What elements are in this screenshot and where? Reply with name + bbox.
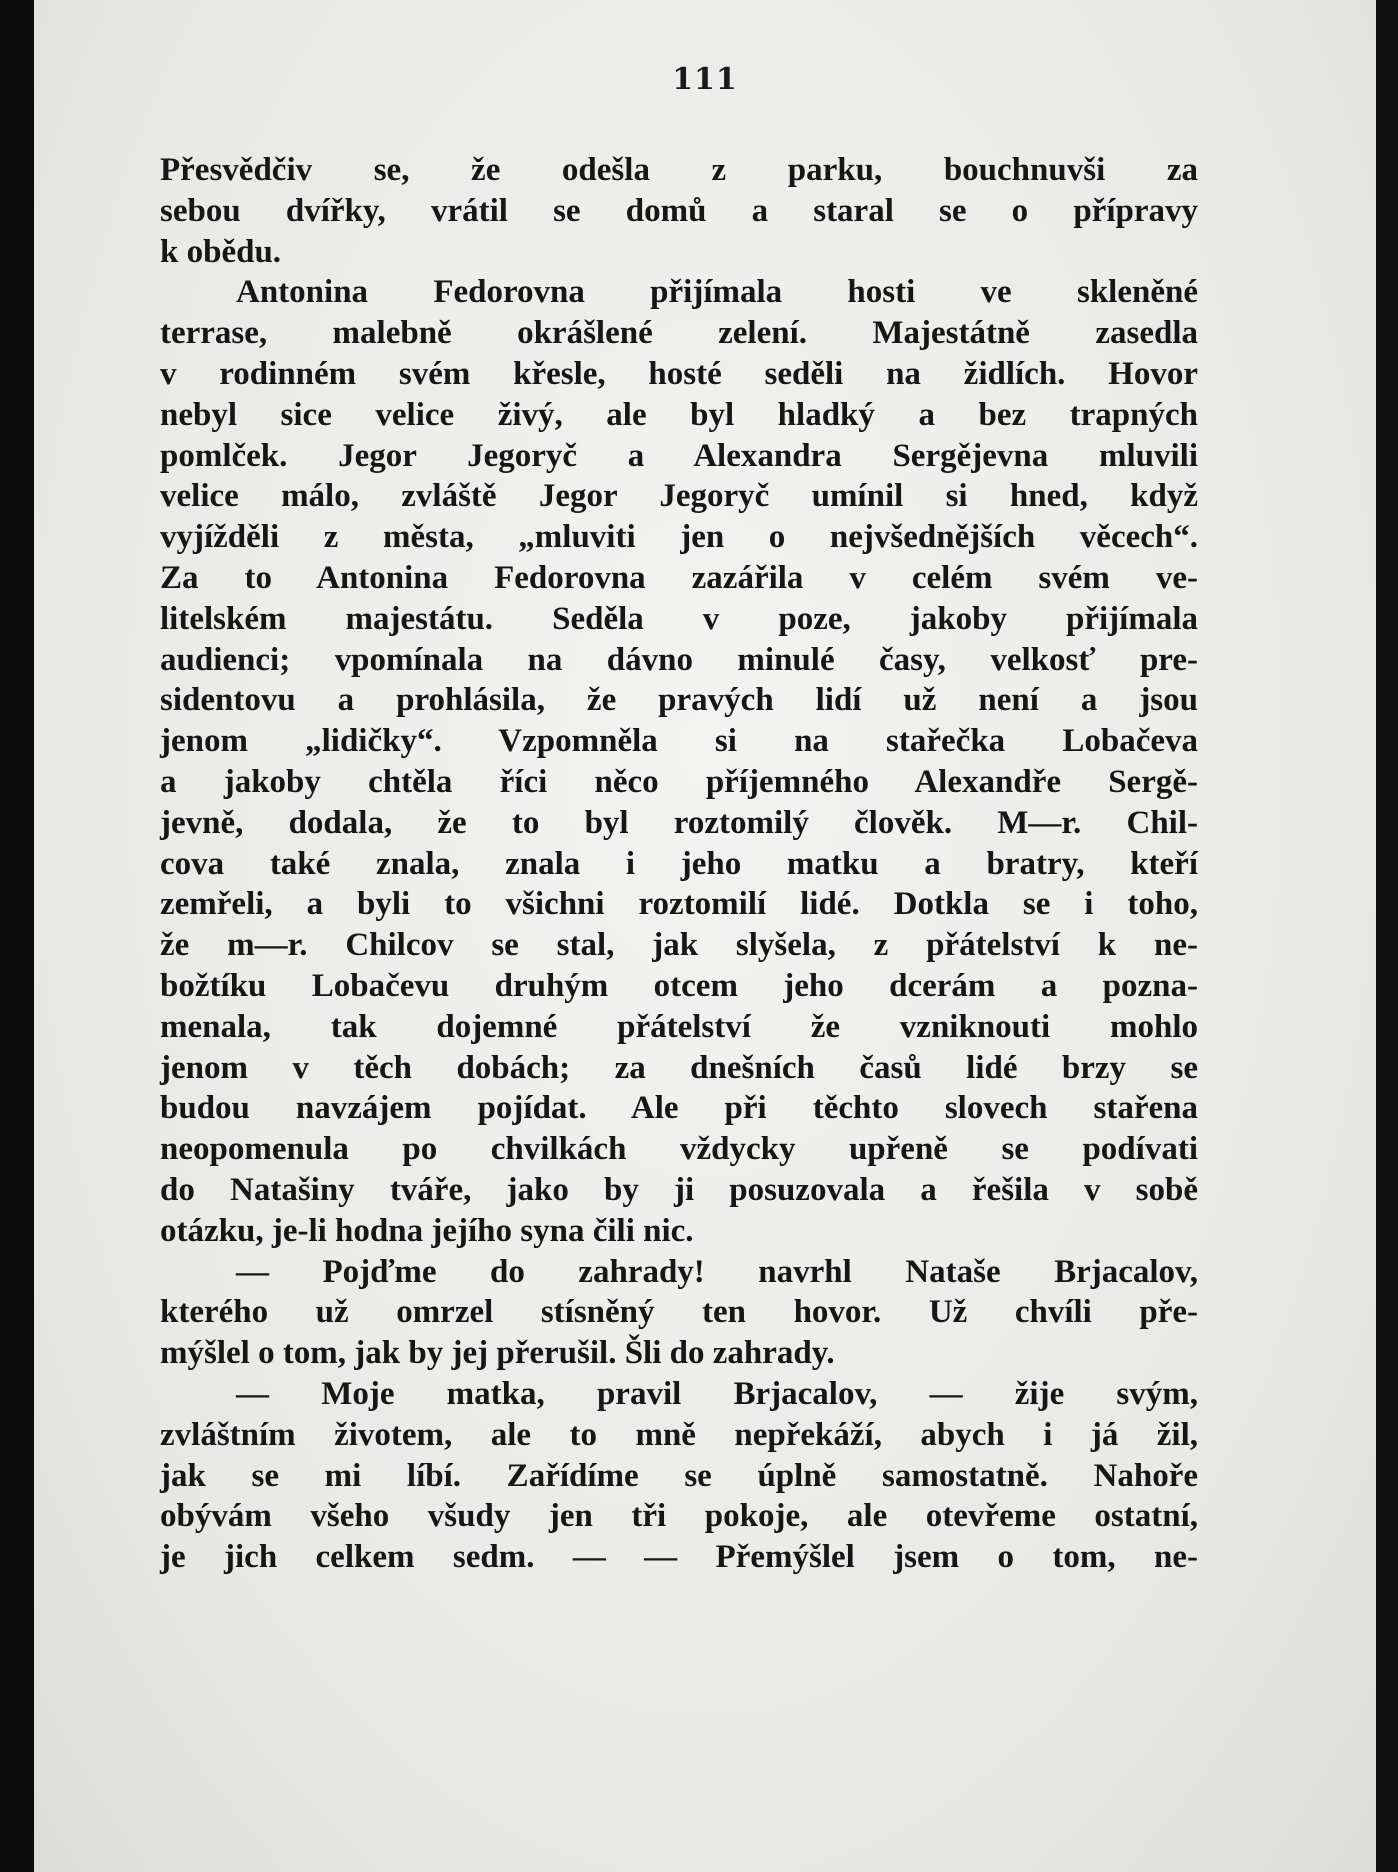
text-line: cova také znala, znala i jeho matku a bratry, kteří <box>160 845 1198 882</box>
text-line: Antonina Fedorovna přijímala hosti ve skleněné <box>236 274 1198 311</box>
text-line: obývám všeho všudy jen tři pokoje, ale otevřeme ostatní, <box>160 1498 1198 1535</box>
text-line: — Moje matka, pravil Brjacalov, — žije svým, <box>236 1375 1198 1412</box>
text-line: nebyl sice velice živý, ale byl hladký a bez trapných <box>160 396 1198 433</box>
text-line: otázku, je-li hodna jejího syna čili nic. <box>160 1212 694 1249</box>
text-line: jevně, dodala, že to byl roztomilý člověk. M—r. Chil- <box>160 804 1198 841</box>
text-line: audienci; vpomínala na dávno minulé časy, velkosť pre- <box>160 641 1198 678</box>
text-line: jak se mi líbí. Zařídíme se úplně samostatně. Nahoře <box>160 1457 1198 1494</box>
scan-right-border <box>1376 0 1398 1872</box>
text-line: do Natašiny tváře, jako by ji posuzovala a řešila v sobě <box>160 1171 1198 1208</box>
text-line: mýšlel o tom, jak by jej přerušil. Šli do zahrady. <box>160 1335 835 1372</box>
text-line: — Pojďme do zahrady! navrhl Nataše Brjacalov, <box>236 1253 1198 1290</box>
text-line: je jich celkem sedm. — — Přemýšlel jsem o tom, ne- <box>160 1539 1198 1576</box>
text-line: sidentovu a prohlásila, že pravých lidí už není a jsou <box>160 682 1198 719</box>
text-line: a jakoby chtěla říci něco příjemného Alexandře Sergě- <box>160 763 1198 800</box>
scan-left-border <box>0 0 34 1872</box>
text-line: že m—r. Chilcov se stal, jak slyšela, z přátelství k ne- <box>160 927 1198 964</box>
text-line: Za to Antonina Fedorovna zazářila v celém svém ve- <box>160 559 1198 596</box>
text-line: jenom „lidičky“. Vzpomněla si na stařečka Lobačeva <box>160 723 1198 760</box>
text-line: Přesvědčiv se, že odešla z parku, bouchnuvši za <box>160 152 1198 188</box>
page-number: 111 <box>672 62 738 97</box>
text-line: v rodinném svém křesle, hosté seděli na židlích. Hovor <box>160 355 1198 392</box>
text-line: velice málo, zvláště Jegor Jegoryč umínil si hned, když <box>160 478 1198 515</box>
text-line: budou navzájem pojídat. Ale při těchto slovech stařena <box>160 1090 1198 1127</box>
text-line: zemřeli, a byli to všichni roztomilí lidé. Dotkla se i toho, <box>160 886 1198 923</box>
text-line: menala, tak dojemné přátelství že vzniknouti mohlo <box>160 1008 1198 1045</box>
text-line: jenom v těch dobách; za dnešních časů lidé brzy se <box>160 1049 1198 1086</box>
text-line: k obědu. <box>160 233 282 270</box>
text-line: kterého už omrzel stísněný ten hovor. Už chvíli pře- <box>160 1294 1198 1331</box>
text-line: neopomenula po chvilkách vždycky upřeně se podívati <box>160 1131 1198 1168</box>
text-line: pomlček. Jegor Jegoryč a Alexandra Sergějevna mluvili <box>160 437 1198 474</box>
text-line: terrase, malebně okrášlené zelení. Majestátně zasedla <box>160 315 1198 352</box>
text-line: litelském majestátu. Seděla v poze, jakoby přijímala <box>160 600 1198 637</box>
text-line: zvláštním životem, ale to mně nepřekáží, abych i já žil, <box>160 1416 1198 1453</box>
text-line: vyjížděli z města, „mluviti jen o nejvšednějších věcech“. <box>160 519 1198 556</box>
text-line: sebou dvířky, vrátil se domů a staral se o přípravy <box>160 192 1198 229</box>
book-page <box>34 0 1376 1872</box>
body-text <box>160 150 1198 1578</box>
text-line: božtíku Lobačevu druhým otcem jeho dcerám a pozna- <box>160 967 1198 1004</box>
